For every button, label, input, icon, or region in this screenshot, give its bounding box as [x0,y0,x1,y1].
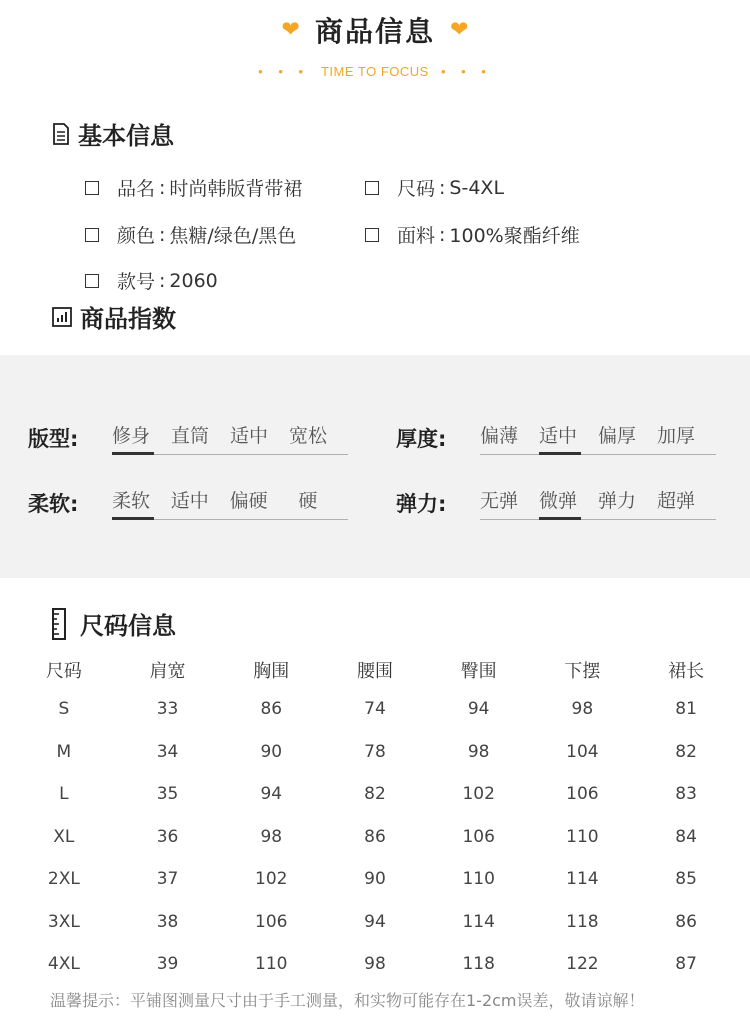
index-option: 偏硬 [229,490,268,512]
table-cell: 81 [675,699,697,720]
checkbox-icon [365,228,379,242]
table-cell: 82 [364,784,386,805]
index-option: 直筒 [171,425,210,447]
section-title: 基本信息 [78,122,174,150]
index-option: 适中 [230,425,269,447]
index-options-thickness [480,421,716,455]
index-options-elasticity [480,486,716,520]
table-cell: 34 [156,741,179,762]
table-cell: 86 [675,911,697,932]
table-row [12,731,738,774]
info-item-fabric: 面料 : 100%聚酯纤维 [365,221,580,248]
info-item-name: 品名 : 时尚韩版背带裙 [85,174,302,201]
table-cell: 98 [364,954,386,975]
table-cell: 3XL [47,911,80,932]
table-cell: 82 [675,741,697,762]
product-index-panel [0,355,750,578]
size-info-heading [52,606,176,641]
table-cell: 83 [675,784,697,805]
table-cell: 98 [260,826,283,847]
table-cell: 86 [364,826,386,847]
column-header: 臀围 [460,661,497,682]
index-label-elasticity: 弹力: [396,492,447,516]
index-option: 偏薄 [480,425,519,447]
size-table [12,652,738,986]
table-cell: 87 [675,954,697,975]
index-option: 超弹 [657,490,696,512]
section-title: 尺码信息 [80,612,176,640]
table-cell: XL [53,826,75,847]
index-options-softness [112,486,348,520]
table-cell: S [58,699,70,720]
heart-icon-left: ❤ [281,17,300,43]
heart-icon-right: ❤ [450,17,469,43]
table-row [12,816,738,859]
column-header: 下摆 [564,661,601,682]
info-item-color: 颜色 : 焦糖/绿色/黑色 [85,221,296,248]
table-cell: 84 [675,826,697,847]
table-cell: 118 [566,911,599,932]
table-cell: 36 [156,826,179,847]
chart-icon [52,307,72,327]
table-cell: 106 [462,826,495,847]
index-option: 弹力 [598,490,637,512]
dots-left: • • • [258,64,310,79]
table-cell: 38 [156,911,179,932]
table-cell: 90 [260,741,283,762]
table-row [12,943,738,986]
table-header-row [12,652,738,688]
table-cell: 85 [675,869,697,890]
table-cell: 118 [462,954,495,975]
table-cell: 102 [255,869,288,890]
table-cell: 78 [364,741,386,762]
table-cell: 98 [571,699,594,720]
table-cell: 114 [462,911,495,932]
index-label-fit: 版型: [28,427,79,451]
column-header: 尺码 [45,661,82,682]
table-cell: 86 [260,699,283,720]
product-index-heading [52,299,176,334]
table-cell: 110 [566,826,599,847]
checkbox-icon [85,274,99,288]
info-item-style-no: 款号 : 2060 [85,267,218,294]
table-cell: 94 [260,784,283,805]
table-cell: 114 [566,869,599,890]
index-option: 偏厚 [598,425,637,447]
index-option: 微弹 [539,486,598,515]
table-cell: M [56,741,72,762]
index-option: 修身 [112,421,171,450]
table-cell: 35 [156,784,179,805]
table-row [12,688,738,731]
table-cell: 74 [364,699,386,720]
index-label-thickness: 厚度: [396,427,447,451]
info-item-size: 尺码 : S-4XL [365,174,504,201]
table-cell: 94 [467,699,490,720]
checkbox-icon [85,181,99,195]
document-icon [52,123,70,145]
table-cell: 122 [566,954,599,975]
table-cell: 2XL [47,869,80,890]
index-option: 宽松 [289,425,328,447]
table-cell: 90 [364,869,386,890]
table-row [12,901,738,944]
footer-note: 温馨提示：平铺图测量尺寸由于手工测量，和实物可能存在1-2cm误差，敬请谅解！ [50,991,645,1010]
table-cell: 98 [467,741,490,762]
column-header: 腰围 [356,661,393,682]
page-title: 商品信息 [314,15,435,48]
table-cell: 104 [566,741,599,762]
checkbox-icon [85,228,99,242]
table-cell: 4XL [47,954,80,975]
column-header: 肩宽 [149,661,186,682]
table-cell: 106 [255,911,288,932]
table-cell: 39 [156,954,179,975]
column-header: 胸围 [253,661,290,682]
index-options-fit [112,421,348,455]
table-cell: 37 [156,869,179,890]
table-row [12,773,738,816]
index-option: 硬 [298,490,318,512]
table-cell: 33 [156,699,179,720]
index-option: 柔软 [112,486,171,515]
index-option: 加厚 [657,425,696,447]
table-cell: 94 [364,911,386,932]
subtitle-text: TIME TO FOCUS [320,64,429,79]
checkbox-icon [365,181,379,195]
table-cell: 102 [462,784,495,805]
ruler-icon [52,608,66,640]
page-header [0,10,750,50]
basic-info-heading [52,116,174,151]
table-row [12,858,738,901]
section-title: 商品指数 [80,305,176,333]
table-cell: L [59,784,69,805]
index-option: 适中 [170,490,209,512]
page-subtitle [0,64,750,79]
table-cell: 110 [462,869,495,890]
index-option: 适中 [539,421,598,450]
dots-right: • • • [440,64,492,79]
index-option: 无弹 [480,490,519,512]
table-cell: 110 [255,954,288,975]
column-header: 裙长 [668,661,705,682]
table-cell: 106 [566,784,599,805]
index-label-softness: 柔软: [28,492,79,516]
